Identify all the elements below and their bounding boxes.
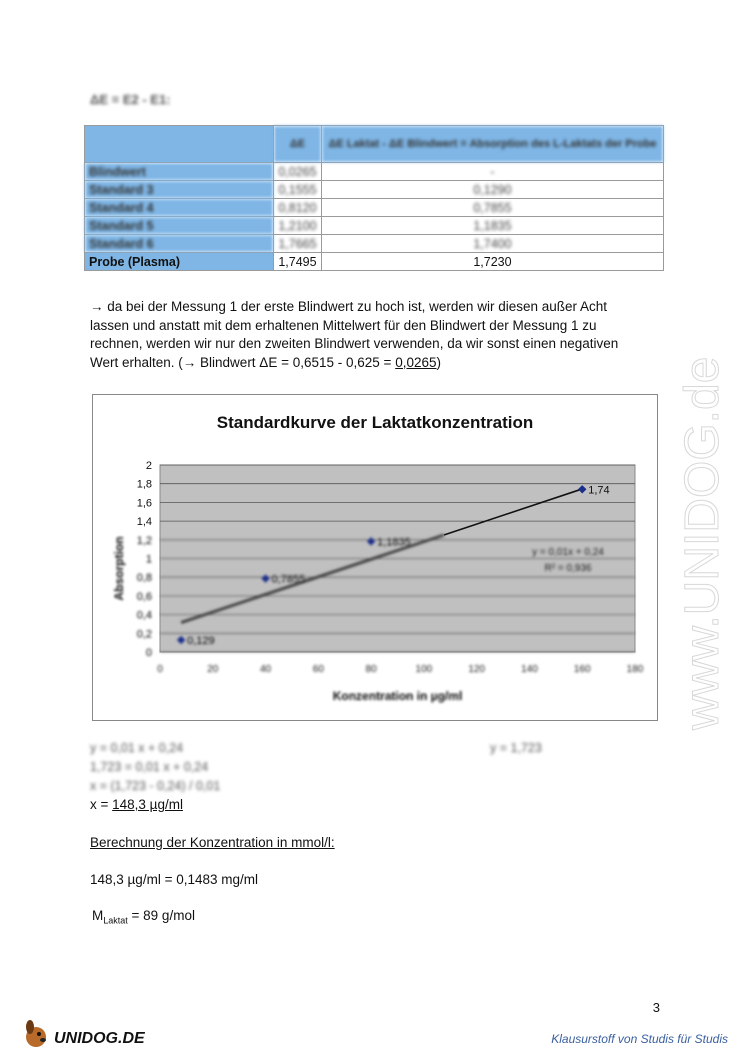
- row-label: Standard 6: [85, 235, 274, 253]
- paragraph-line: lassen und anstatt mit dem erhaltenen Mittelwert für den Blindwert der Messung 1 zu: [90, 317, 597, 333]
- table-header-absorption: ΔE Laktat - ΔE Blindwert = Absorption des L-Laktats der Probe: [321, 126, 663, 163]
- molar-mass-value: = 89 g/mol: [127, 908, 195, 923]
- row-absorption: -: [321, 163, 663, 181]
- standard-curve-chart: [93, 395, 657, 720]
- table-row: [85, 235, 664, 253]
- x-tick-label: 40: [259, 664, 272, 675]
- y-tick-label: 1,2: [136, 534, 152, 547]
- table-row: [85, 217, 664, 235]
- result-prefix: x =: [90, 797, 113, 812]
- y-tick-label: 0,2: [136, 628, 152, 641]
- y-tick-label: 1,6: [136, 497, 152, 510]
- row-absorption: 1,1835: [321, 217, 663, 235]
- blank-value: 0,0265: [395, 354, 437, 370]
- y-axis-label: Absorption: [112, 536, 126, 601]
- chart-title: Standardkurve der Laktatkonzentration: [216, 413, 534, 432]
- x-tick-label: 60: [312, 664, 324, 675]
- molar-mass-subscript: Laktat: [103, 915, 128, 926]
- unidog-logo: [22, 1015, 157, 1051]
- trendline-equation: y = 0,01x + 0,24: [532, 547, 604, 558]
- row-label: Standard 4: [85, 199, 274, 217]
- section-title: Berechnung der Konzentration in mmol/l:: [90, 835, 335, 850]
- molar-mass-line: [92, 908, 195, 926]
- row-absorption: 0,7855: [321, 199, 663, 217]
- x-tick-label: 140: [521, 664, 538, 675]
- calc-line-3: x = (1,723 - 0,24) / 0,01: [90, 779, 221, 793]
- x-axis-label: Konzentration in µg/ml: [332, 689, 463, 703]
- table-row: [85, 253, 664, 271]
- x-tick-label: 80: [365, 664, 377, 675]
- r-squared-label: R² = 0,936: [544, 563, 592, 574]
- x-tick-label: 180: [626, 664, 644, 675]
- watermark-text: www.UNIDOG.de: [676, 356, 729, 730]
- row-label: Probe (Plasma): [85, 253, 274, 271]
- x-tick-label: 20: [207, 664, 219, 675]
- row-delta-e: 1,2100: [274, 217, 322, 235]
- data-label: 1,74: [588, 484, 610, 497]
- table-header-empty: [85, 126, 274, 163]
- x-tick-label: 160: [573, 664, 591, 675]
- y-tick-label: 0: [145, 647, 152, 659]
- watermark: [640, 300, 750, 740]
- calc-line-2: 1,723 = 0,01 x + 0,24: [90, 760, 209, 774]
- section-heading: ΔE = E2 - E1:: [90, 92, 171, 107]
- row-absorption: 1,7400: [321, 235, 663, 253]
- row-label: Standard 3: [85, 181, 274, 199]
- table-header-row: [85, 126, 664, 163]
- y-tick-label: 0,8: [136, 572, 152, 585]
- absorption-table: [84, 125, 664, 271]
- table-row: [85, 199, 664, 217]
- y-tick-label: 1,4: [136, 516, 152, 529]
- table-row: [85, 163, 664, 181]
- x-tick-label: 120: [468, 664, 486, 675]
- logo-text: UNIDOG.DE: [54, 1030, 145, 1047]
- y-tick-label: 1: [145, 553, 152, 566]
- calc-line-1-right: y = 1,723: [490, 741, 542, 755]
- row-label: Blindwert: [85, 163, 274, 181]
- data-label: 0,129: [187, 634, 215, 647]
- paragraph-text: ): [436, 354, 441, 370]
- calc-result: [90, 797, 183, 812]
- conversion-line: 148,3 µg/ml = 0,1483 mg/ml: [90, 872, 258, 887]
- y-tick-label: 0,4: [136, 609, 152, 622]
- dog-icon: [22, 1015, 157, 1051]
- molar-mass-symbol: M: [92, 908, 104, 923]
- paragraph-text: Wert erhalten. (→ Blindwert ΔE = 0,6515 - 0,625 =: [90, 354, 396, 370]
- chart-frame: [92, 394, 658, 721]
- table-header-delta-e: ΔE: [274, 126, 322, 163]
- row-delta-e: 1,7665: [274, 235, 322, 253]
- x-tick-label: 0: [157, 664, 163, 675]
- paragraph-line: rechnen, werden wir nur den zweiten Blindwert verwenden, da wir sonst einen negativen: [90, 336, 619, 351]
- x-tick-label: 100: [415, 664, 433, 675]
- footer-text: Klausurstoff von Studis für Studis: [551, 1032, 728, 1046]
- row-delta-e: 0,1555: [274, 181, 322, 199]
- table-row: [85, 181, 664, 199]
- row-label: Standard 5: [85, 217, 274, 235]
- result-value: 148,3 µg/ml: [112, 797, 183, 812]
- row-absorption: 0,1290: [321, 181, 663, 199]
- page-number: 3: [652, 1000, 660, 1015]
- y-tick-label: 2: [145, 460, 152, 472]
- data-label: 1,1835: [377, 536, 411, 549]
- y-tick-label: 0,6: [136, 590, 152, 603]
- paragraph-line: → da bei der Messung 1 der erste Blindwert zu hoch ist, werden wir diesen außer Acht: [90, 299, 608, 314]
- data-label: 0,7855: [271, 573, 306, 586]
- row-delta-e: 0,8120: [274, 199, 322, 217]
- calc-line-1: y = 0,01 x + 0,24: [90, 741, 184, 755]
- explanation-paragraph: [90, 298, 650, 372]
- y-tick-label: 1,8: [136, 478, 152, 491]
- row-delta-e: 1,7495: [274, 253, 322, 271]
- paragraph-line: [90, 354, 650, 373]
- row-absorption: 1,7230: [321, 253, 663, 271]
- row-delta-e: 0,0265: [274, 163, 322, 181]
